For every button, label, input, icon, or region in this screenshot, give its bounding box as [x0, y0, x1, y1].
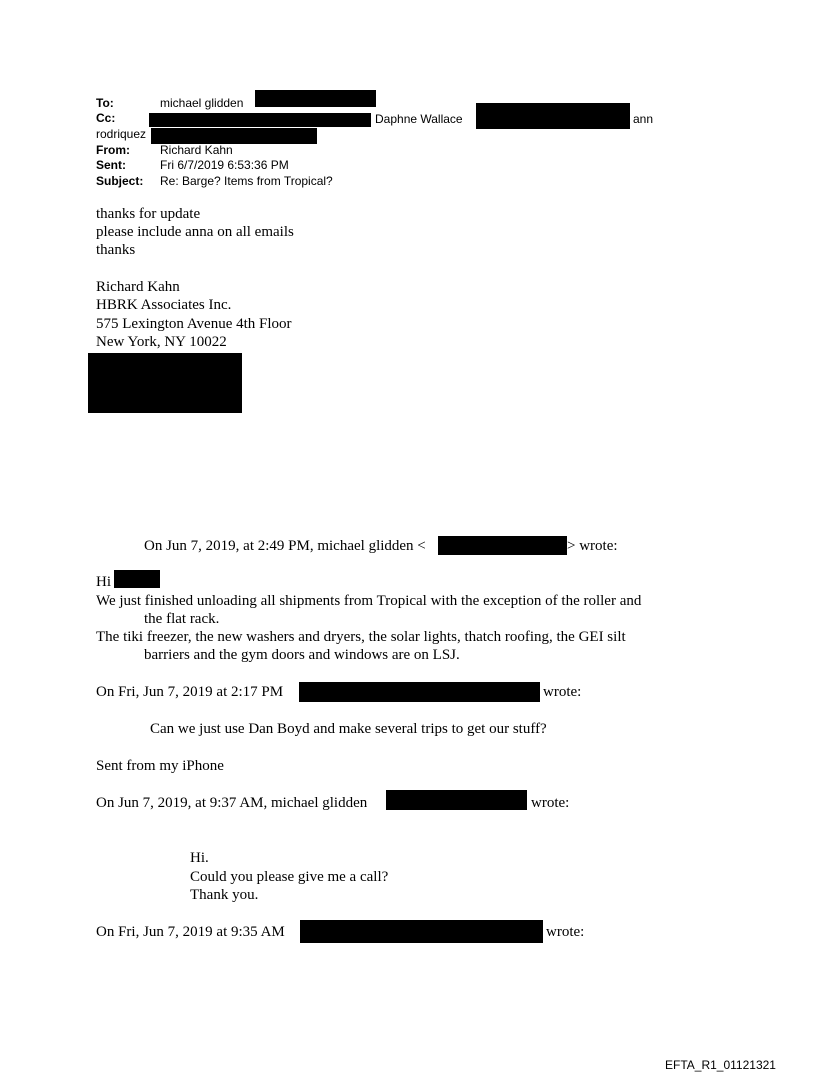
redaction-block: [114, 570, 160, 588]
redaction-block: [386, 790, 527, 810]
to-label: To:: [96, 96, 114, 110]
redaction-block: [438, 536, 567, 555]
quote-line: Could you please give me a call?: [190, 869, 389, 885]
message-line: thanks for update: [96, 206, 201, 222]
message-line: please include anna on all emails: [96, 224, 294, 240]
to-value: michael glidden: [160, 96, 244, 110]
quote-intro: On Jun 7, 2019, at 2:49 PM, michael glidden <: [144, 538, 426, 554]
from-value: Richard Kahn: [160, 143, 233, 157]
message-line: thanks: [96, 242, 136, 258]
quote-line: Hi.: [190, 850, 209, 866]
from-label: From:: [96, 143, 130, 157]
quote-greeting: Hi: [96, 574, 111, 590]
quote-intro: On Fri, Jun 7, 2019 at 2:17 PM: [96, 684, 284, 700]
quote-wrote: wrote:: [531, 795, 570, 811]
subject-value: Re: Barge? Items from Tropical?: [160, 174, 333, 188]
quote-wrote: > wrote:: [567, 538, 618, 554]
document-id: EFTA_R1_01121321: [665, 1058, 776, 1072]
cc-value-c: rodriquez: [96, 127, 147, 141]
sent-label: Sent:: [96, 158, 126, 172]
quote-line: Can we just use Dan Boyd and make several trips to get our stuff?: [150, 721, 547, 737]
sent-value: Fri 6/7/2019 6:53:36 PM: [160, 158, 289, 172]
quote-line: The tiki freezer, the new washers and dryers, the solar lights, thatch roofing, the GEI silt: [96, 629, 626, 645]
redaction-block: [255, 90, 376, 107]
redaction-block: [300, 920, 543, 943]
redaction-block: [88, 353, 242, 413]
quote-line: Thank you.: [190, 887, 259, 903]
quote-line: Sent from my iPhone: [96, 758, 224, 774]
redaction-block: [149, 113, 371, 127]
signature-address: 575 Lexington Avenue 4th Floor: [96, 316, 292, 332]
quote-wrote: wrote:: [546, 924, 585, 940]
cc-value-b: ann: [633, 112, 654, 126]
quote-line: the flat rack.: [144, 611, 220, 627]
quote-intro: On Jun 7, 2019, at 9:37 AM, michael glidden: [96, 795, 368, 811]
quote-line: We just finished unloading all shipments from Tropical with the exception of the roller and: [96, 593, 642, 609]
redaction-block: [476, 103, 630, 129]
cc-value-a: Daphne Wallace: [375, 112, 463, 126]
signature-address: New York, NY 10022: [96, 334, 227, 350]
redaction-block: [151, 128, 317, 144]
signature-name: Richard Kahn: [96, 279, 180, 295]
quote-line: barriers and the gym doors and windows are on LSJ.: [144, 647, 460, 663]
subject-label: Subject:: [96, 174, 144, 188]
quote-wrote: wrote:: [543, 684, 582, 700]
cc-label: Cc:: [96, 111, 116, 125]
signature-company: HBRK Associates Inc.: [96, 297, 232, 313]
quote-intro: On Fri, Jun 7, 2019 at 9:35 AM: [96, 924, 285, 940]
redaction-block: [299, 682, 540, 702]
